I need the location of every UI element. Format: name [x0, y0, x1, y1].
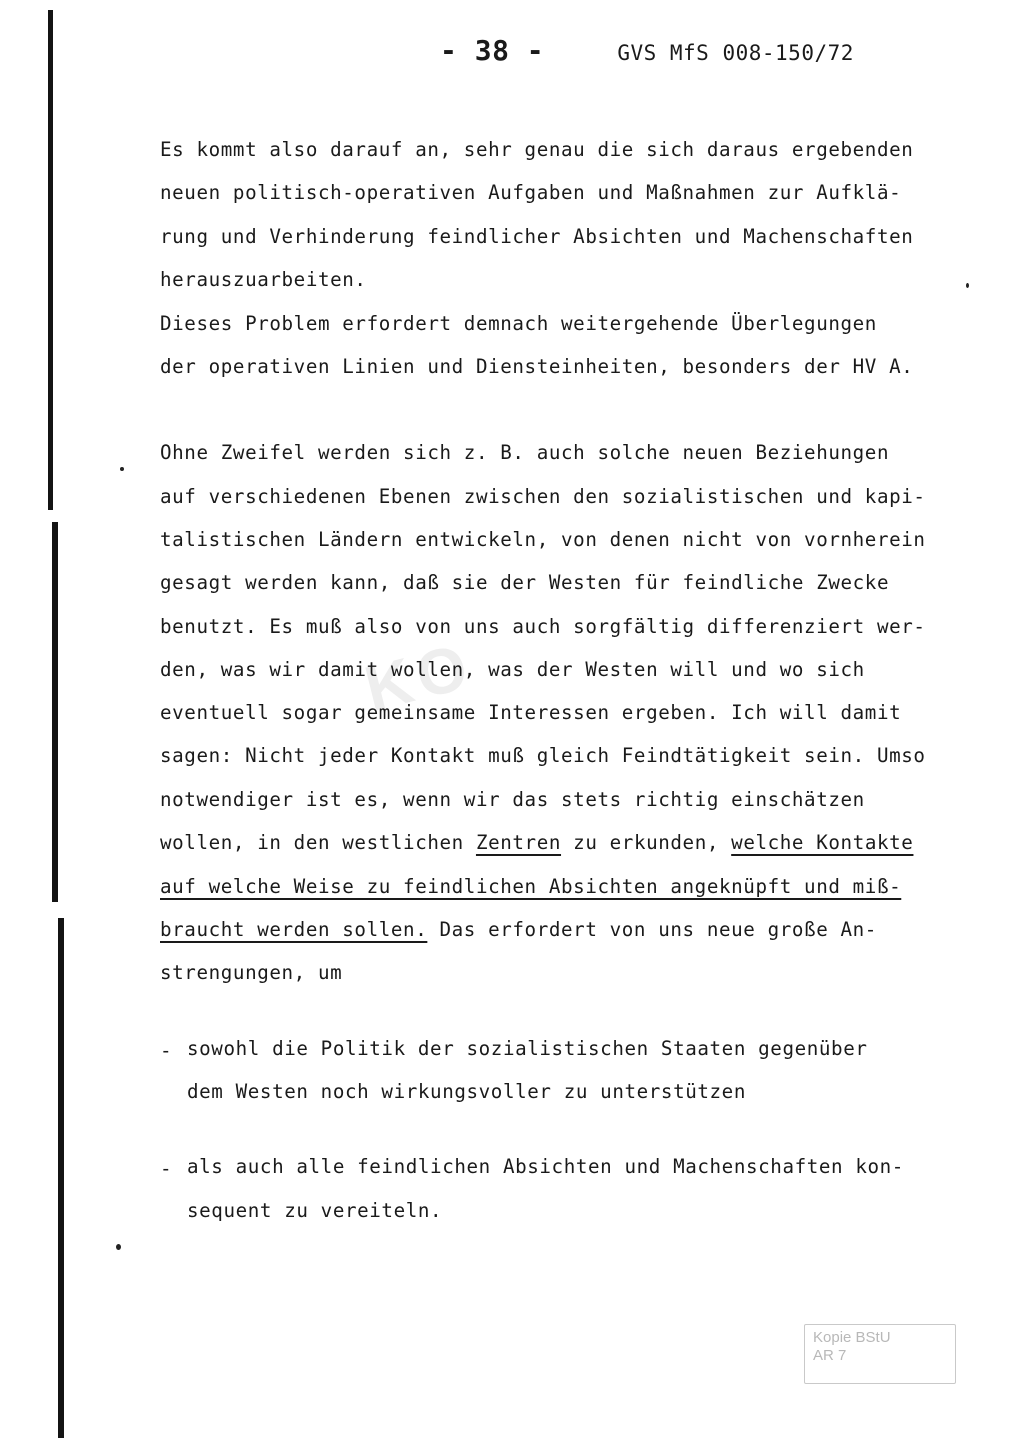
text-segment: zu erkunden, [561, 831, 732, 854]
text-line [160, 920, 877, 939]
archive-stamp [804, 1324, 956, 1384]
text-line: sequent zu vereiteln. [187, 1199, 443, 1222]
text-line: Es kommt also darauf an, sehr genau die sich daraus ergebenden [160, 138, 914, 161]
text-line: talistischen Ländern entwickeln, von denen nicht von vornherein [160, 528, 926, 551]
text-line: dem Westen noch wirkungsvoller zu unterstützen [187, 1080, 746, 1103]
text-line: rung und Verhinderung feindlicher Absichten und Machenschaften [160, 225, 914, 248]
document-reference: GVS MfS 008-150/72 [617, 41, 854, 65]
stamp-line: AR 7 [813, 1347, 847, 1364]
text-line: sowohl die Politik der sozialistischen Staaten gegenüber [187, 1037, 868, 1060]
text-line: Ohne Zweifel werden sich z. B. auch solche neuen Beziehungen [160, 441, 890, 464]
page-number: - 38 - [440, 34, 545, 67]
text-line: eventuell sogar gemeinsame Interessen ergeben. Ich will damit [160, 701, 902, 724]
text-line: notwendiger ist es, wenn wir das stets richtig einschätzen [160, 788, 865, 811]
text-line: als auch alle feindlichen Absichten und Machenschaften kon- [187, 1155, 904, 1178]
underlined-text: Zentren [475, 831, 562, 854]
page-header [440, 34, 860, 67]
scan-speck [120, 467, 124, 471]
bullet-dash: - [160, 1039, 172, 1062]
scan-speck [966, 283, 969, 288]
text-line: strengungen, um [160, 961, 343, 984]
underlined-text: welche Kontakte [731, 831, 914, 854]
scan-margin-bar-middle [52, 522, 58, 902]
text-line [160, 833, 913, 852]
text-line: benutzt. Es muß also von uns auch sorgfältig differenziert wer- [160, 615, 926, 638]
bullet-dash: - [160, 1157, 172, 1180]
scan-margin-bar-bottom [58, 918, 64, 1438]
text-segment: Das erfordert von uns neue große An- [427, 918, 877, 941]
underlined-text-line: auf welche Weise zu feindlichen Absichten angeknüpft und miß- [160, 875, 902, 898]
underlined-text: braucht werden sollen. [160, 918, 428, 941]
text-line: auf verschiedenen Ebenen zwischen den sozialistischen und kapi- [160, 485, 926, 508]
text-line: neuen politisch-operativen Aufgaben und Maßnahmen zur Aufklä- [160, 181, 902, 204]
scan-margin-bar-top [48, 10, 53, 510]
text-line: gesagt werden kann, daß sie der Westen für feindliche Zwecke [160, 571, 890, 594]
faint-watermark: KO [357, 629, 481, 725]
stamp-line: Kopie BStU [813, 1329, 891, 1346]
text-line: Dieses Problem erfordert demnach weitergehende Überlegungen [160, 312, 877, 335]
text-line: sagen: Nicht jeder Kontakt muß gleich Feindtätigkeit sein. Umso [160, 744, 926, 767]
text-segment: wollen, in den westlichen [160, 831, 476, 854]
text-line: den, was wir damit wollen, was der Westen will und wo sich [160, 658, 865, 681]
text-line: der operativen Linien und Diensteinheiten, besonders der HV A. [160, 355, 914, 378]
text-line: herauszuarbeiten. [160, 268, 367, 291]
scan-speck [116, 1244, 121, 1250]
